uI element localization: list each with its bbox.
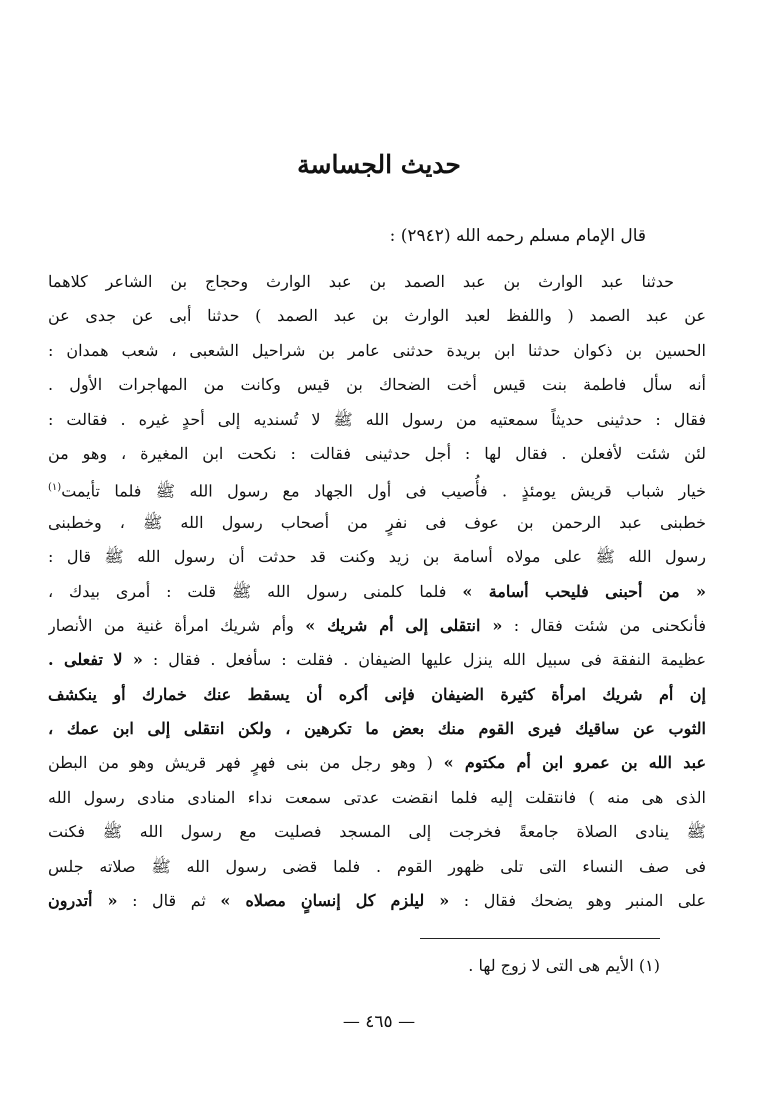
text-segment: على المنبر وهو يضحك فقال : [449,891,706,911]
text-segment: حدثنا عبد الوارث بن عبد الصمد بن عبد الوارث وحجاج بن الشاعر كلاهما [48,272,674,291]
bold-quote: « لا تفعلى . [48,650,143,670]
text-segment: عظيمة النفقة فى سبيل الله ينزل عليها الضيفان . فقلت : سأفعل . فقال : [142,650,706,670]
text-segment: لئن شئت لأفعلن . فقال لها : أجل حدثينى فقالت : نكحت ابن المغيرة ، وهو من [48,443,706,463]
text-line [48,265,706,299]
footnote-divider [420,938,660,939]
text-segment: فأنكحنى من شئت فقال : [502,615,706,635]
bold-quote: « انتقلى إلى أم شريك » [305,615,503,635]
text-segment: ﷺ ينادى الصلاة جامعةً فخرجت إلى المسجد فصليت مع رسول الله ﷺ فكنت [48,822,706,842]
text-line [48,746,706,780]
text-line [48,850,706,884]
text-segment: عن عبد الصمد ( واللفظ لعبد الوارث بن عبد الصمد ) حدثنا أبى عن جدى عن [48,306,706,326]
text-line [48,609,706,643]
text-line [48,540,706,574]
intro-line: قال الإمام مسلم رحمه الله (٢٩٤٢) : [389,226,646,246]
hadith-text [48,265,706,918]
text-segment: فلما كلمنى رسول الله ﷺ قلت : أمرى بيدك ، [48,581,463,601]
bold-quote: عبد الله بن عمرو ابن أم مكتوم » [443,753,706,773]
footnote-ref: (١) [48,482,62,494]
bold-quote: « من أحبنى فليحب أسامة » [462,581,706,601]
text-line [48,712,706,746]
text-line [48,884,706,918]
text-segment: خيار شباب قريش يومئذٍ . فأُصيب فى أول الجهاد مع رسول الله ﷺ فلما تأيمت [61,481,706,501]
text-segment: خطبنى عبد الرحمن بن عوف فى نفرٍ من أصحاب رسول الله ﷺ ، وخطبنى [48,512,706,532]
text-line [48,299,706,333]
text-segment: فقال : حدثينى حديثاً سمعتيه من رسول الله ﷺ لا تُسنديه إلى أحدٍ غيره . فقالت : [48,409,706,429]
text-line [48,368,706,402]
text-segment: ثم قال : [117,891,221,911]
text-line [48,643,706,677]
text-line [48,403,706,437]
text-segment: رسول الله ﷺ على مولاه أسامة بن زيد وكنت قد حدثت أن رسول الله ﷺ قال : [48,547,706,567]
bold-quote: « أتدرون [48,891,118,911]
text-line [48,781,706,815]
text-line [48,471,706,505]
text-segment: ( وهو رجل من بنى فهرٍ فهر قريش وهو من البطن [48,753,444,773]
text-segment: الذى هى منه ) فانتقلت إليه فلما انقضت عدتى سمعت نداء المنادى منادى رسول الله [48,787,706,807]
chapter-title: حديث الجساسة [297,150,461,179]
bold-quote: الثوب عن ساقيك فيرى القوم منك بعض ما تكرهين ، ولكن انتقلى إلى ابن عمك ، [48,719,706,739]
text-line [48,678,706,712]
text-segment: الحسين بن ذكوان حدثنا ابن بريدة حدثنى عامر بن شراحيل الشعبى ، شعب همدان : [48,340,706,360]
text-segment: أنه سأل فاطمة بنت قيس أخت الضحاك بن قيس وكانت من المهاجرات الأول . [48,375,706,395]
text-line [48,815,706,849]
text-line [48,575,706,609]
text-segment: وأم شريك امرأة غنية من الأنصار [48,615,306,635]
bold-quote: إن أم شريك امرأة كثيرة الضيفان فإنى أكره أن يسقط عنك خمارك أو ينكشف [48,684,706,704]
bold-quote: « ليلزم كل إنسانٍ مصلاه » [220,891,450,911]
text-line [48,437,706,471]
text-line [48,506,706,540]
footnote: (١) الأيم هى التى لا زوج لها . [468,956,660,975]
page-number: — ٤٦٥ — [342,1012,416,1032]
text-segment: فى صف النساء التى تلى ظهور القوم . فلما قضى رسول الله ﷺ صلاته جلس [48,856,706,876]
text-line [48,334,706,368]
